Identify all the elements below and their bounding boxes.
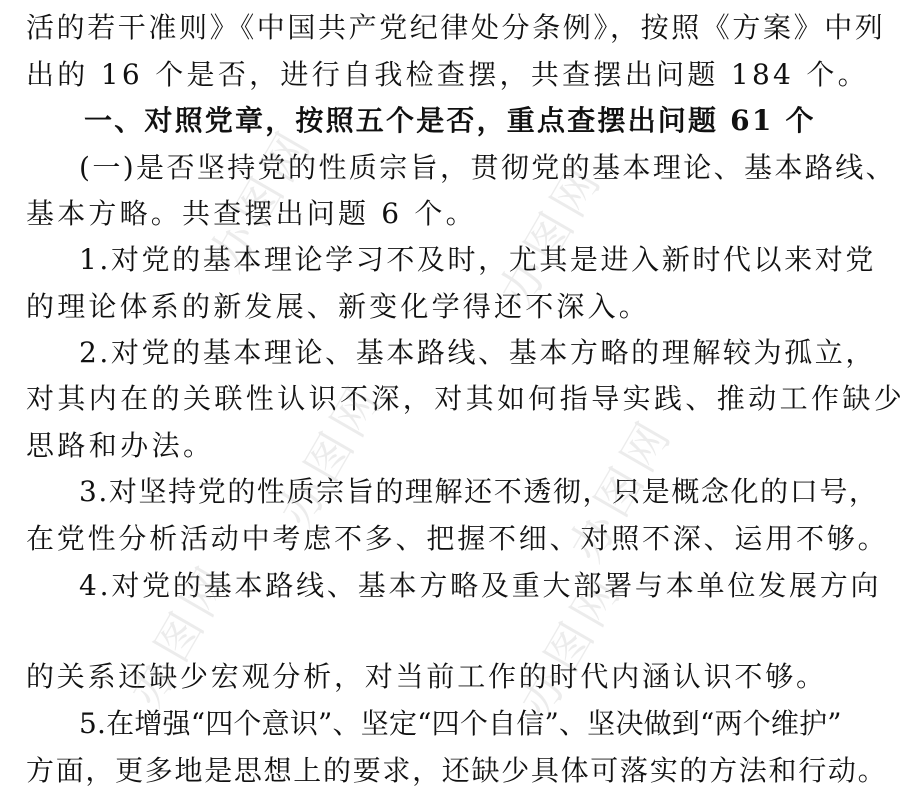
- section-heading: 一、对照党章，按照五个是否，重点查摆出问题 61 个: [84, 104, 816, 137]
- watermark-logo: 办图网: [198, 118, 323, 281]
- watermark-logo: 办图网: [508, 563, 633, 726]
- item-4-line-1: 4.对党的基本路线、基本方略及重大部署与本单位发展方向: [79, 569, 882, 602]
- text-line-2: 出的 16 个是否，进行自我检查摆，共查摆出问题 184 个。: [26, 58, 869, 91]
- item-2-line-3: 思路和办法。: [26, 429, 215, 462]
- item-3-line-2: 在党性分析活动中考虑不多、把握不细、对照不深、运用不够。: [26, 522, 889, 555]
- item-1-line-1: 1.对党的基本理论学习不及时，尤其是进入新时代以来对党: [79, 243, 876, 276]
- watermark-logo: 办图网: [488, 153, 613, 316]
- item-4-line-2: 的关系还缺少宏观分析，对当前工作的时代内涵认识不够。: [26, 660, 827, 693]
- item-2-line-2: 对其内在的关联性认识不深，对其如何指导实践、推动工作缺少: [26, 382, 905, 415]
- text-line-5: 基本方略。共查摆出问题 6 个。: [26, 197, 477, 230]
- item-5-line-2: 方面，更多地是思想上的要求，还缺少具体可落实的方法和行动。: [26, 754, 888, 787]
- item-1-line-2: 的理论体系的新发展、新变化学得还不深入。: [26, 290, 651, 323]
- item-5-line-1: 5.在增强“四个意识”、坚定“四个自信”、坚决做到“两个维护”: [79, 707, 842, 740]
- item-3-line-1: 3.对坚持党的性质宗旨的理解还不透彻，只是概念化的口号，: [79, 475, 879, 508]
- text-line-1: 活的若干准则》《中国共产党纪律处分条例》，按照《方案》中列: [26, 11, 886, 44]
- watermark-logo: 办图网: [268, 373, 393, 536]
- watermark-logo: 办图网: [118, 553, 243, 716]
- subsection-heading: (一)是否坚持党的性质宗旨，贯彻党的基本理论、基本路线、: [79, 151, 897, 184]
- watermark-logo: 办图网: [558, 408, 683, 571]
- item-2-line-1: 2.对党的基本理论、基本路线、基本方略的理解较为孤立，: [79, 336, 876, 369]
